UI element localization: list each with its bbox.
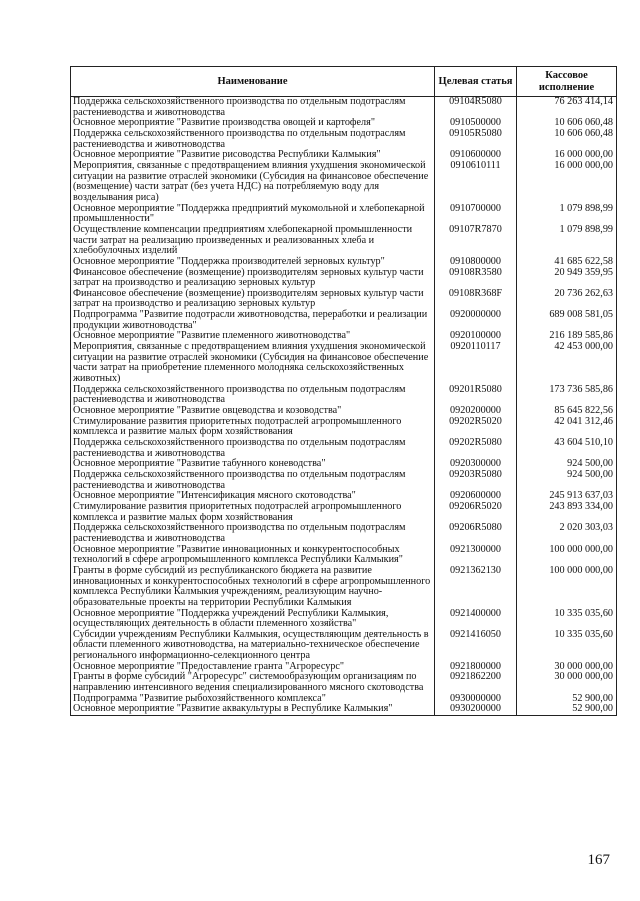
table-row (71, 630, 617, 662)
row-target-item-cell: 0930000000 (435, 694, 517, 705)
budget-execution-table (70, 66, 617, 716)
row-name-cell: Гранты в форме субсидий "Агроресурс" системообразующим организациям по направлению интенсивного ведения специализированного мясного скотоводства (71, 672, 435, 693)
row-name-cell: Субсидии учреждениям Республики Калмыкия, осуществляющим деятельность в области племенного животноводства, на материально-техническое обеспечение регионального информационно-селекционного центра (71, 630, 435, 662)
row-amount-cell: 10 335 035,60 (517, 609, 617, 630)
row-target-item-cell: 0920200000 (435, 406, 517, 417)
row-name-cell: Мероприятия, связанные с предотвращением влияния ухудшения экономической ситуации на развитие отраслей экономики (Субсидия на финансовое обеспечение (возмещение) части затрат (без учета НДС) на потребляемую воду для возделывания риса) (71, 161, 435, 204)
header-cash-execution: Кассовое исполнение (517, 67, 617, 97)
table-row (71, 609, 617, 630)
row-target-item-cell: 0921300000 (435, 545, 517, 566)
row-target-item-cell: 09202R5080 (435, 438, 517, 459)
row-name-cell: Осуществление компенсации предприятиям хлебопекарной промышленности части затрат на реализацию произведенных и реализованных хлеба и хлебобулочных изделий (71, 225, 435, 257)
row-name-cell: Основное мероприятие "Поддержка производителей зерновых культур" (71, 257, 435, 268)
row-target-item-cell: 09105R5080 (435, 129, 517, 150)
row-target-item-cell: 09206R5080 (435, 523, 517, 544)
row-name-cell: Подпрограмма "Развитие рыбохозяйственного комплекса" (71, 694, 435, 705)
row-name-cell: Основное мероприятие "Развитие инновационных и конкурентоспособных технологий в сфере агропромышленного комплекса Республики Калмыкия" (71, 545, 435, 566)
table-row (71, 438, 617, 459)
row-target-item-cell: 09206R5020 (435, 502, 517, 523)
row-amount-cell: 689 008 581,05 (517, 310, 617, 331)
row-target-item-cell: 0921400000 (435, 609, 517, 630)
row-target-item-cell: 09202R5020 (435, 417, 517, 438)
row-amount-cell: 16 000 000,00 (517, 150, 617, 161)
table-row (71, 310, 617, 331)
table-row (71, 161, 617, 204)
row-name-cell: Поддержка сельскохозяйственного производства по отдельным подотраслям растениеводства и животноводства (71, 470, 435, 491)
table-row (71, 204, 617, 225)
table-row (71, 97, 617, 119)
row-name-cell: Основное мероприятие "Развитие овцеводства и козоводства" (71, 406, 435, 417)
row-amount-cell: 42 041 312,46 (517, 417, 617, 438)
row-amount-cell: 20 736 262,63 (517, 289, 617, 310)
row-amount-cell: 16 000 000,00 (517, 161, 617, 204)
row-amount-cell: 20 949 359,95 (517, 268, 617, 289)
row-name-cell: Подпрограмма "Развитие подотрасли животноводства, переработки и реализации продукции животноводства" (71, 310, 435, 331)
row-name-cell: Поддержка сельскохозяйственного производства по отдельным подотраслям растениеводства и животноводства (71, 385, 435, 406)
row-target-item-cell: 0920100000 (435, 331, 517, 342)
row-target-item-cell: 0921800000 (435, 662, 517, 673)
row-amount-cell: 173 736 585,86 (517, 385, 617, 406)
row-target-item-cell: 0920110117 (435, 342, 517, 385)
table-row (71, 342, 617, 385)
row-target-item-cell: 0910700000 (435, 204, 517, 225)
row-amount-cell: 245 913 637,03 (517, 491, 617, 502)
table-row (71, 502, 617, 523)
row-amount-cell: 100 000 000,00 (517, 545, 617, 566)
row-amount-cell: 1 079 898,99 (517, 225, 617, 257)
table-row (71, 523, 617, 544)
row-name-cell: Поддержка сельскохозяйственного производства по отдельным подотраслям растениеводства и животноводства (71, 129, 435, 150)
row-target-item-cell: 0920000000 (435, 310, 517, 331)
table-row (71, 417, 617, 438)
row-amount-cell: 1 079 898,99 (517, 204, 617, 225)
row-name-cell: Стимулирование развития приоритетных подотраслей агропромышленного комплекса и развитие малых форм хозяйствования (71, 417, 435, 438)
row-amount-cell: 10 606 060,48 (517, 118, 617, 129)
row-amount-cell: 76 263 414,14 (517, 97, 617, 119)
row-target-item-cell: 09108R3580 (435, 268, 517, 289)
row-name-cell: Поддержка сельскохозяйственного производства по отдельным подотраслям растениеводства и животноводства (71, 523, 435, 544)
row-name-cell: Основное мероприятие "Поддержка предприятий мукомольной и хлебопекарной промышленности" (71, 204, 435, 225)
row-amount-cell: 100 000 000,00 (517, 566, 617, 609)
row-name-cell: Основное мероприятие "Поддержка учреждений Республики Калмыкия, осуществляющих деятельность в области племенного хозяйства" (71, 609, 435, 630)
row-name-cell: Основное мероприятие "Развитие аквакультуры в Республике Калмыкия" (71, 704, 435, 715)
row-target-item-cell: 09108R368F (435, 289, 517, 310)
row-name-cell: Финансовое обеспечение (возмещение) производителям зерновых культур части затрат на производство и реализацию зерновых культур (71, 268, 435, 289)
header-target-item: Целевая статья (435, 67, 517, 97)
header-row (71, 67, 617, 97)
table-header (71, 67, 617, 97)
row-target-item-cell: 0910600000 (435, 150, 517, 161)
row-amount-cell: 10 606 060,48 (517, 129, 617, 150)
row-amount-cell: 41 685 622,58 (517, 257, 617, 268)
row-amount-cell: 30 000 000,00 (517, 672, 617, 693)
table-row (71, 385, 617, 406)
row-amount-cell: 243 893 334,00 (517, 502, 617, 523)
row-amount-cell: 85 645 822,56 (517, 406, 617, 417)
table-row (71, 545, 617, 566)
row-name-cell: Основное мероприятие "Интенсификация мясного скотоводства" (71, 491, 435, 502)
row-name-cell: Гранты в форме субсидий из республиканского бюджета на развитие инновационных и конкурентоспособных технологий в сфере агропромышленного комплекса Республики Калмыкия учреждениям, реализующим научно-образовательные проекты на территории Республики Калмыкия (71, 566, 435, 609)
row-target-item-cell: 0910610111 (435, 161, 517, 204)
table-row (71, 225, 617, 257)
row-target-item-cell: 0921416050 (435, 630, 517, 662)
row-amount-cell: 30 000 000,00 (517, 662, 617, 673)
row-name-cell: Основное мероприятие "Развитие табунного коневодства" (71, 459, 435, 470)
table-body (71, 97, 617, 716)
row-amount-cell: 10 335 035,60 (517, 630, 617, 662)
row-amount-cell: 42 453 000,00 (517, 342, 617, 385)
row-amount-cell: 52 900,00 (517, 694, 617, 705)
row-name-cell: Основное мероприятие "Развитие производства овощей и картофеля" (71, 118, 435, 129)
row-target-item-cell: 0920600000 (435, 491, 517, 502)
row-target-item-cell: 0920300000 (435, 459, 517, 470)
row-target-item-cell: 0910800000 (435, 257, 517, 268)
row-target-item-cell: 09201R5080 (435, 385, 517, 406)
row-name-cell: Основное мероприятие "Развитие племенного животноводства" (71, 331, 435, 342)
row-amount-cell: 924 500,00 (517, 459, 617, 470)
table-row (71, 470, 617, 491)
row-target-item-cell: 09104R5080 (435, 97, 517, 119)
table-row (71, 129, 617, 150)
row-name-cell: Основное мероприятие "Развитие рисоводства Республики Калмыкия" (71, 150, 435, 161)
row-amount-cell: 43 604 510,10 (517, 438, 617, 459)
row-target-item-cell: 0910500000 (435, 118, 517, 129)
table-row (71, 268, 617, 289)
row-target-item-cell: 0921362130 (435, 566, 517, 609)
row-name-cell: Стимулирование развития приоритетных подотраслей агропромышленного комплекса и развитие малых форм хозяйствования (71, 502, 435, 523)
row-name-cell: Поддержка сельскохозяйственного производства по отдельным подотраслям растениеводства и животноводства (71, 438, 435, 459)
table-row (71, 566, 617, 609)
row-amount-cell: 924 500,00 (517, 470, 617, 491)
header-name: Наименование (71, 67, 435, 97)
row-name-cell: Поддержка сельскохозяйственного производства по отдельным подотраслям растениеводства и животноводства (71, 97, 435, 119)
row-amount-cell: 2 020 303,03 (517, 523, 617, 544)
row-target-item-cell: 09203R5080 (435, 470, 517, 491)
table-row (71, 704, 617, 715)
table-row (71, 289, 617, 310)
row-name-cell: Финансовое обеспечение (возмещение) производителям зерновых культур части затрат на производство и реализацию зерновых культур (71, 289, 435, 310)
row-target-item-cell: 0930200000 (435, 704, 517, 715)
row-amount-cell: 216 189 585,86 (517, 331, 617, 342)
table-row (71, 672, 617, 693)
budget-table-container (70, 66, 616, 716)
page-number: 167 (587, 852, 610, 868)
table-row (71, 257, 617, 268)
row-name-cell: Основное мероприятие "Предоставление гранта "Агроресурс" (71, 662, 435, 673)
row-target-item-cell: 0921862200 (435, 672, 517, 693)
row-amount-cell: 52 900,00 (517, 704, 617, 715)
row-name-cell: Мероприятия, связанные с предотвращением влияния ухудшения экономической ситуации на развитие отраслей экономики (Субсидия на финансовое обеспечение части затрат на приобретение племенного молодняка сельскохозяйственных животных) (71, 342, 435, 385)
row-target-item-cell: 09107R7870 (435, 225, 517, 257)
